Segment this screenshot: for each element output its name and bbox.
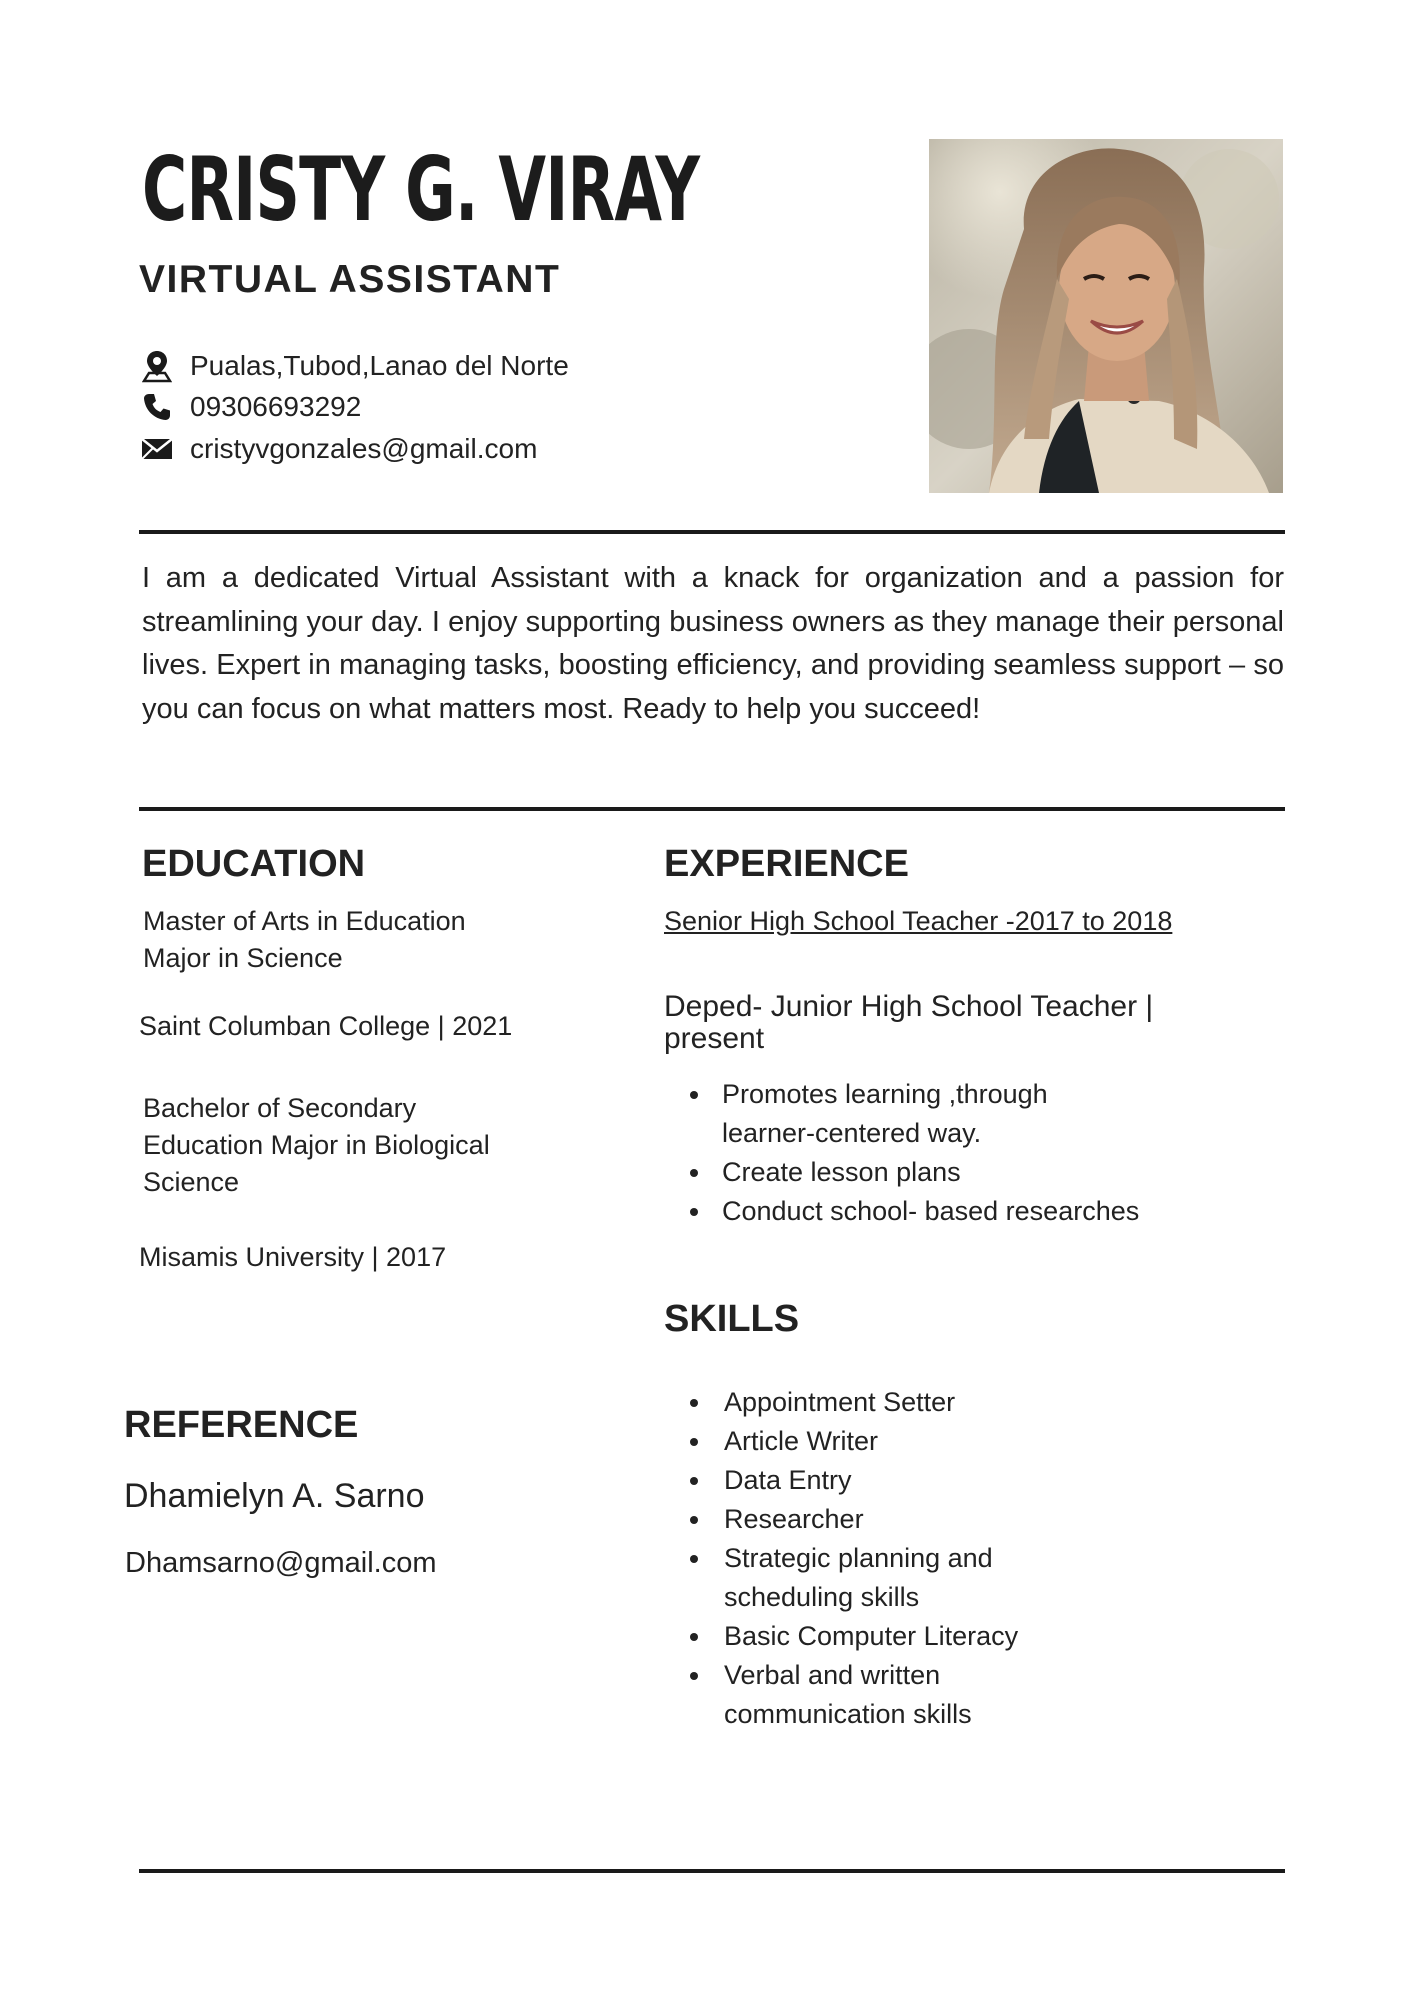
education-school-1: Saint Columban College | 2021 (139, 1011, 513, 1041)
divider-top (139, 530, 1285, 534)
envelope-icon (140, 432, 174, 466)
phone-text: 09306693292 (190, 391, 362, 422)
list-item: Researcher (664, 1500, 1184, 1539)
list-item: Basic Computer Literacy (664, 1617, 1184, 1656)
profile-photo (929, 139, 1283, 493)
phone-icon (140, 390, 174, 424)
list-item: Strategic planning and scheduling skills (664, 1539, 1044, 1617)
location-pin-icon (140, 349, 174, 383)
list-item: Appointment Setter (664, 1383, 1184, 1422)
contact-phone (140, 387, 361, 427)
experience-current-role: Deped- Junior High School Teacher | present (664, 990, 1154, 1055)
contact-email (140, 429, 537, 469)
reference-heading: REFERENCE (124, 1404, 359, 1446)
education-school-2: Misamis University | 2017 (139, 1242, 447, 1272)
email-text: cristyvgonzales@gmail.com (190, 433, 538, 464)
skills-list (664, 1383, 1184, 1734)
divider-middle (139, 807, 1285, 811)
education-degree-1: Master of Arts in Education Major in Science (143, 906, 466, 973)
experience-duties-list (664, 1075, 1224, 1231)
experience-past-role: Senior High School Teacher -2017 to 2018 (664, 906, 1173, 936)
reference-name: Dhamielyn A. Sarno (124, 1477, 425, 1515)
list-item: Data Entry (664, 1461, 1184, 1500)
list-item: Create lesson plans (664, 1153, 1224, 1192)
contact-address (140, 346, 569, 386)
list-item: Conduct school- based researches (664, 1192, 1224, 1231)
candidate-name: CRISTY G. VIRAY (142, 138, 700, 241)
experience-heading: EXPERIENCE (664, 843, 909, 885)
address-text: Pualas,Tubod,Lanao del Norte (190, 350, 569, 381)
list-item: Promotes learning ,through learner-centered way. (664, 1075, 1142, 1153)
list-item: Verbal and written communication skills (664, 1656, 1044, 1734)
list-item: Article Writer (664, 1422, 1184, 1461)
skills-heading: SKILLS (664, 1298, 800, 1340)
reference-email: Dhamsarno@gmail.com (125, 1547, 437, 1579)
education-degree-2: Bachelor of Secondary Education Major in Biological Science (143, 1093, 490, 1197)
profile-summary: I am a dedicated Virtual Assistant with a knack for organization and a passion for streamlining your day. I enjoy supporting business owners as they manage their personal lives. Expert in managing tasks, boosting efficiency, and providing seamless support – so you can focus on what matters most. Ready to help you succeed! (142, 562, 1284, 725)
education-heading: EDUCATION (142, 843, 366, 885)
job-title: VIRTUAL ASSISTANT (139, 258, 561, 301)
divider-bottom (139, 1869, 1285, 1873)
